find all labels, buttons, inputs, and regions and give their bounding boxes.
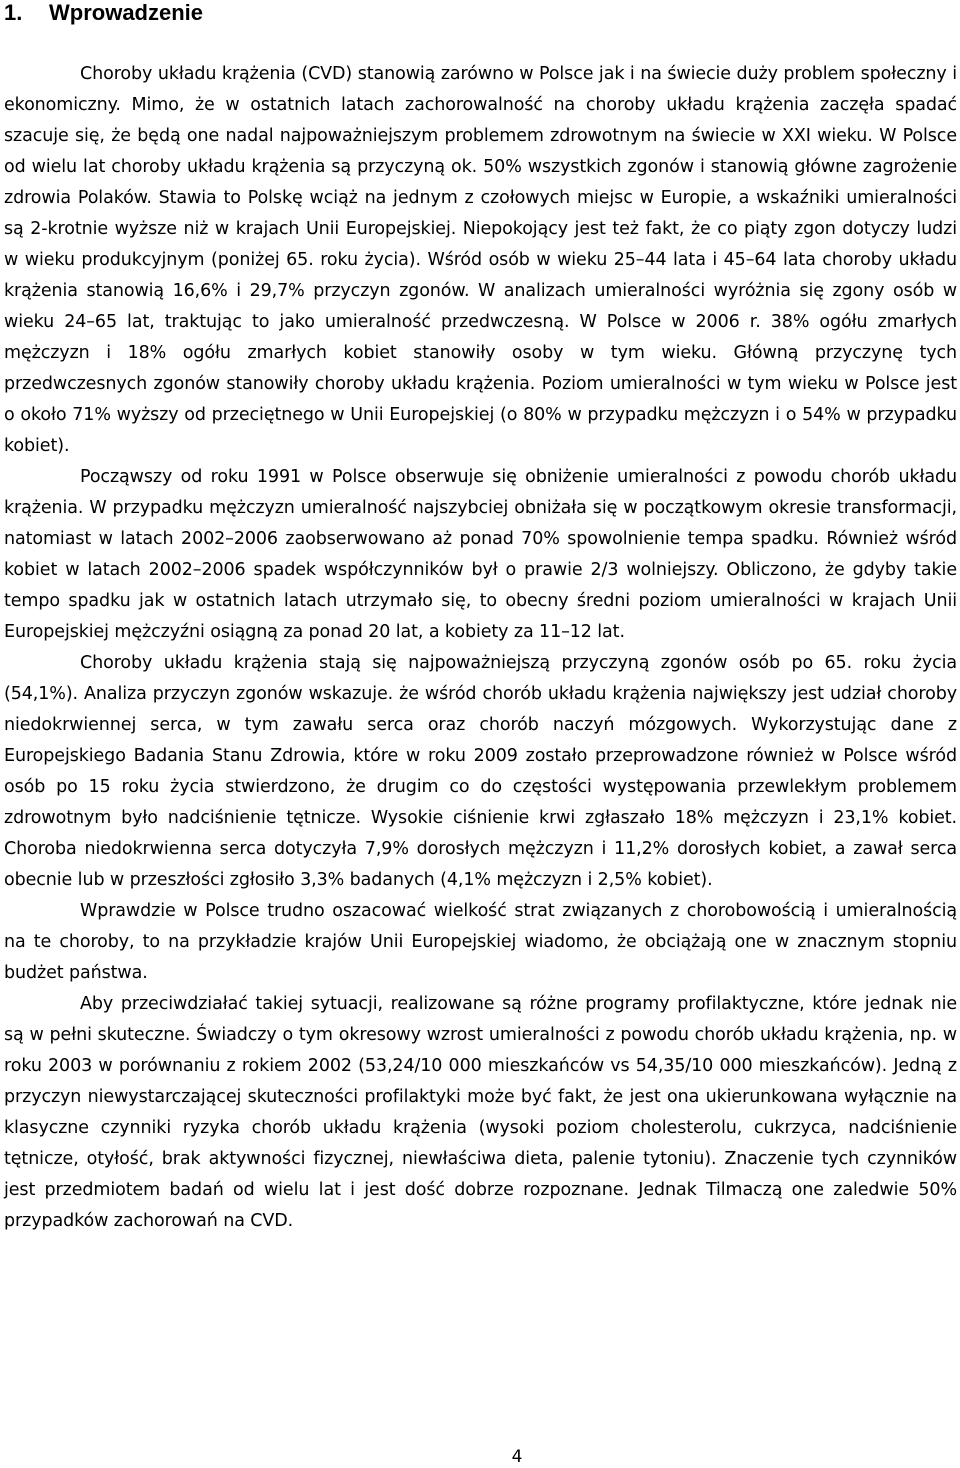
- section-heading: [4, 0, 203, 28]
- paragraph-4: Wprawdzie w Polsce trudno oszacować wielkość strat związanych z chorobowością i umieralnością na te choroby, to na przykładzie krajów Unii Europejskiej wiadomo, że obciążają one w znacznym stopniu budżet państwa.: [4, 901, 957, 983]
- section-title: Wprowadzenie: [49, 0, 204, 25]
- paragraph-5: Aby przeciwdziałać takiej sytuacji, realizowane są różne programy profilaktyczne, które jednak nie są w pełni skuteczne. Świadczy o tym okresowy wzrost umieralności z powodu chorób układu krążenia, np. w roku 2003 w porównaniu z rokiem 2002 (53,24/10 000 mieszkańców vs 54,35/10 000 mieszkańców). Jedną z przyczyn niewystarczającej skuteczności profilaktyki może być fakt, że jest ona ukierunkowana wyłącznie na klasyczne czynniki ryzyka chorób układu krążenia (wysoki poziom cholesterolu, cukrzyca, nadciśnienie tętnicze, otyłość, brak aktywności fizycznej, niewłaściwa dieta, palenie tytoniu). Znaczenie tych czynników jest przedmiotem badań od wielu lat i jest dość dobrze rozpoznane. Jednak Tilmaczą one zaledwie 50% przypadków zachorowań na CVD.: [4, 994, 957, 1231]
- paragraph-1: Choroby układu krążenia (CVD) stanowią zarówno w Polsce jak i na świecie duży problem społeczny i ekonomiczny. Mimo, że w ostatnich latach zachorowalność na choroby układu krążenia zaczęła spadać szacuje się, że będą one nadal najpoważniejszym problemem zdrowotnym na świecie w XXI wieku. W Polsce od wielu lat choroby układu krążenia są przyczyną ok. 50% wszystkich zgonów i stanowią główne zagrożenie zdrowia Polaków. Stawia to Polskę wciąż na jednym z czołowych miejsc w Europie, a wskaźniki umieralności są 2-krotnie wyższe niż w krajach Unii Europejskiej. Niepokojący jest też fakt, że co piąty zgon dotyczy ludzi w wieku produkcyjnym (poniżej 65. roku życia). Wśród osób w wieku 25–44 lata i 45–64 lata choroby układu krążenia stanowią 16,6% i 29,7% przyczyn zgonów. W analizach umieralności wyróżnia się zgony osób w wieku 24–65 lat, traktując to jako umieralność przedwczesną. W Polsce w 2006 r. 38% ogółu zmarłych mężczyzn i 18% ogółu zmarłych kobiet stanowiły osoby w tym wieku. Główną przyczynę tych przedwczesnych zgonów stanowiły choroby układu krążenia. Poziom umieralności w tym wieku w Polsce jest o około 71% wyższy od przeciętnego w Unii Europejskiej (o 80% w przypadku mężczyzn i o 54% w przypadku kobiet).: [4, 64, 957, 456]
- body-text: [4, 59, 957, 1237]
- paragraph-2: Począwszy od roku 1991 w Polsce obserwuje się obniżenie umieralności z powodu chorób układu krążenia. W przypadku mężczyzn umieralność najszybciej obniżała się w początkowym okresie transformacji, natomiast w latach 2002–2006 zaobserwowano aż ponad 70% spowolnienie tempa spadku. Również wśród kobiet w latach 2002–2006 spadek współczynników był o prawie 2/3 wolniejszy. Obliczono, że gdyby takie tempo spadku jak w ostatnich latach utrzymało się, to obecny średni poziom umieralności w krajach Unii Europejskiej mężczyźni osiągną za ponad 20 lat, a kobiety za 11–12 lat.: [4, 467, 957, 642]
- section-number: 1.: [4, 0, 23, 25]
- paragraph-3: Choroby układu krążenia stają się najpoważniejszą przyczyną zgonów osób po 65. roku życia (54,1%). Analiza przyczyn zgonów wskazuje. że wśród chorób układu krążenia największy jest udział choroby niedokrwiennej serca, w tym zawału serca oraz chorób naczyń mózgowych. Wykorzystując dane z Europejskiego Badania Stanu Zdrowia, które w roku 2009 zostało przeprowadzone również w Polsce wśród osób po 15 roku życia stwierdzono, że drugim co do częstości występowania przewlekłym problemem zdrowotnym było nadciśnienie tętnicze. Wysokie ciśnienie krwi zgłaszało 18% mężczyzn i 23,1% kobiet. Choroba niedokrwienna serca dotyczyła 7,9% dorosłych mężczyzn i 11,2% dorosłych kobiet, a zawał serca obecnie lub w przeszłości zgłosiło 3,3% badanych (4,1% mężczyzn i 2,5% kobiet).: [4, 653, 957, 890]
- page-number: 4: [511, 1447, 523, 1467]
